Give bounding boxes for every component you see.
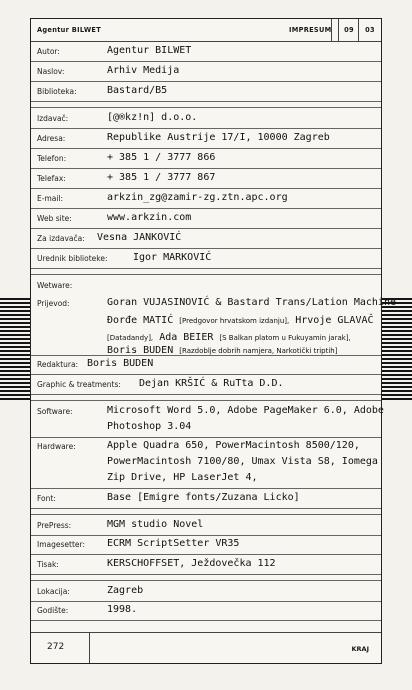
value-graphic: Dejan KRŠIĆ & RuTta D.D. [139,378,284,389]
row-wetware [31,274,396,356]
label-naslov: Naslov: [37,67,65,76]
row-imagesetter [31,534,381,555]
value-tisak: KERSCHOFFSET, Ježdovečka 112 [107,558,276,569]
label-prijevod: Prijevod: [37,299,70,308]
page-footer [31,632,381,663]
footer-divider [89,633,90,663]
label-telefon: Telefon: [37,154,67,163]
value-telefax: + 385 1 / 3777 867 [107,172,216,183]
label-hardware: Hardware: [37,442,76,451]
label-lokacija: Lokacija: [37,587,70,596]
page-number: 272 [47,642,65,652]
label-godiste: Godište: [37,606,69,615]
translator-name: Đorđe MATIĆ [107,315,174,326]
header-num1: 09 [338,19,359,41]
value-hardware-line2: PowerMacintosh 7100/80, Umax Vista S8, Iomega [107,456,378,467]
row-email [31,188,381,209]
label-za-izdavaca: Za izdavača: [37,234,85,243]
value-naslov: Arhiv Medija [107,65,180,76]
value-imagesetter: ECRM ScriptSetter VR35 [107,538,240,549]
value-prijevod-line1: Goran VUJASINOVIĆ & Bastard Trans/Lation Machine [107,297,396,308]
value-prijevod-line2 [107,315,374,326]
impresum-page [30,18,396,664]
value-font: Base [Emigre fonts/Zuzana Licko] [107,492,300,503]
label-imagesetter: Imagesetter: [37,540,85,549]
header-num2: 03 [358,19,381,41]
row-tisak [31,554,381,575]
page-header [31,19,381,42]
row-adresa [31,128,381,149]
value-telefon: + 385 1 / 3777 866 [107,152,216,163]
label-prepress: PrePress: [37,521,72,530]
label-email: E-mail: [37,194,64,203]
row-font [31,488,381,509]
row-software [31,400,384,438]
translator-note: [S Balkan platom u Fukuyamin jarak], [219,334,351,342]
row-telefon [31,148,381,169]
row-izdavac [31,107,381,129]
value-lokacija: Zagreb [107,585,144,596]
label-wetware: Wetware: [37,281,73,290]
translator-name: Ada BEIER [159,332,214,343]
label-adresa: Adresa: [37,134,66,143]
row-redaktura [31,354,381,375]
value-email: arkzin_zg@zamir-zg.ztn.apc.org [107,192,288,203]
row-telefax [31,168,381,189]
label-urednik: Urednik biblioteke: [37,254,108,263]
value-software-line2: Photoshop 3.04 [107,421,192,432]
value-prepress: MGM studio Novel [107,519,204,530]
value-hardware-line3: Zip Drive, HP LaserJet 4, [107,472,258,483]
header-title: Agentur BILWET [37,26,102,34]
value-software-line1: Microsoft Word 5.0, Adobe PageMaker 6.0, Adobe [107,405,384,416]
row-autor [31,41,381,62]
value-godiste: 1998. [107,604,138,615]
label-izdavac: Izdavač: [37,114,69,123]
barcode-right-decoration [382,298,412,402]
value-urednik: Igor MARKOVIĆ [133,252,212,263]
label-biblioteka: Biblioteka: [37,87,77,96]
label-telefax: Telefax: [37,174,66,183]
end-marker: KRAJ [351,645,369,653]
row-graphic [31,374,381,395]
row-naslov [31,61,381,82]
translator-note: [Datadandy], [107,334,154,342]
value-redaktura: Boris BUDEN [87,358,154,369]
row-web [31,208,381,229]
row-prepress [31,514,381,536]
row-hardware [31,436,381,489]
row-godiste [31,600,381,621]
value-prijevod-line3 [107,332,351,343]
value-za-izdavaca: Vesna JANKOVIĆ [97,232,182,243]
header-section: IMPRESUM [289,26,332,34]
value-adresa: Republike Austrije 17/I, 10000 Zagreb [107,132,330,143]
row-lokacija [31,580,381,602]
label-font: Font: [37,494,56,503]
row-urednik [31,248,381,269]
label-autor: Autor: [37,47,60,56]
value-izdavac: [@®kz!n] d.o.o. [107,112,198,123]
label-redaktura: Redaktura: [37,360,79,369]
translator-name: Hrvoje GLAVAČ [295,315,374,326]
translator-name: Boris BUDEN [107,345,174,356]
translator-note: [Razdoblje dobrih namjera, Narkotički triptih] [179,347,338,355]
label-web: Web site: [37,214,72,223]
value-autor: Agentur BILWET [107,45,192,56]
value-biblioteka: Bastard/B5 [107,85,168,96]
label-tisak: Tisak: [37,560,59,569]
translator-note: [Predgovor hrvatskom izdanju], [179,317,290,325]
barcode-left-decoration [0,298,30,402]
label-software: Software: [37,407,73,416]
value-web: www.arkzin.com [107,212,192,223]
label-graphic: Graphic & treatments: [37,380,121,389]
row-za-izdavaca [31,228,381,249]
value-hardware-line1: Apple Quadra 650, PowerMacintosh 8500/120, [107,440,360,451]
row-biblioteka [31,81,381,102]
